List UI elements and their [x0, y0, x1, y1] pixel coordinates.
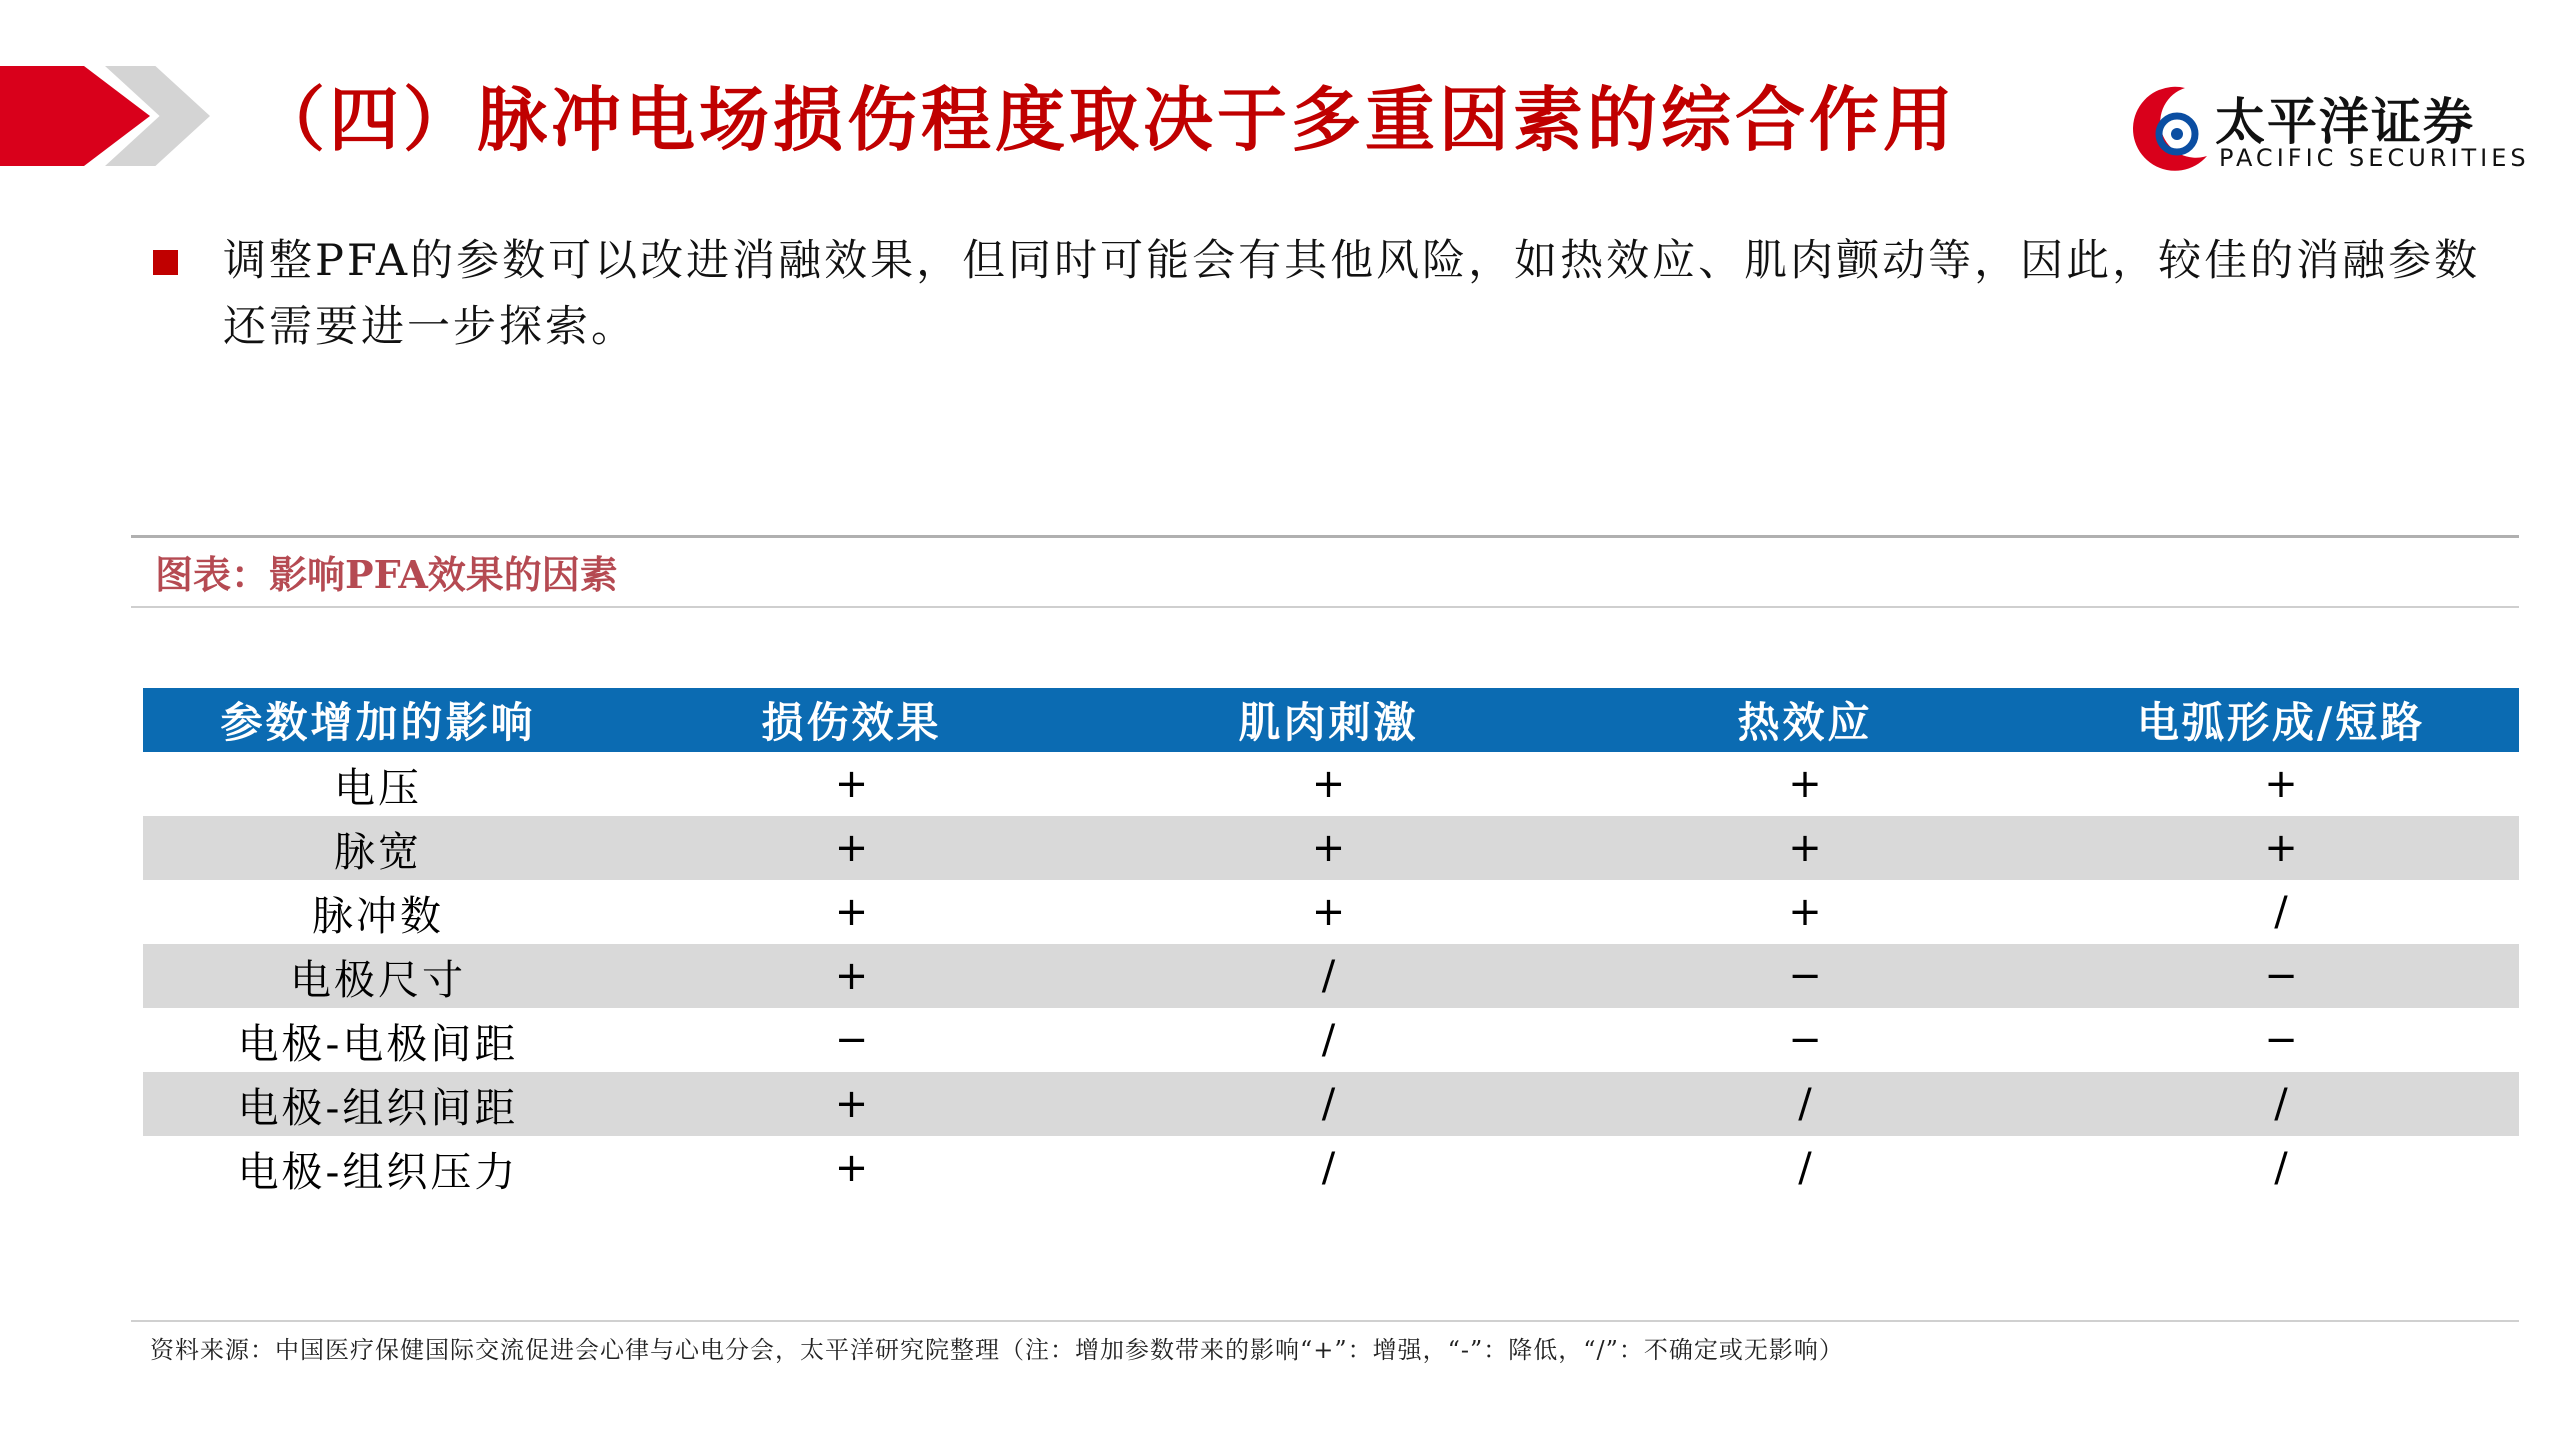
value-cell: /	[1090, 1072, 1567, 1136]
value-cell: −	[2043, 944, 2519, 1008]
figure-title: 图表：影响PFA效果的因素	[155, 552, 618, 597]
value-cell: +	[613, 944, 1090, 1008]
parameter-cell: 脉宽	[143, 816, 613, 880]
column-header-lesion-effect: 损伤效果	[613, 688, 1090, 752]
value-cell: +	[1090, 816, 1567, 880]
value-cell: +	[834, 1145, 869, 1191]
value-cell: −	[1567, 944, 2043, 1008]
column-header-arcing: 电弧形成/短路	[2043, 688, 2519, 752]
value-cell: +	[2264, 761, 2298, 807]
logo-name-en: PACIFIC SECURITIES	[2219, 144, 2530, 172]
page-title: （四）脉冲电场损伤程度取决于多重因素的综合作用	[255, 78, 1957, 161]
value-cell: /	[1321, 1145, 1336, 1191]
logo-name-cn: 太平洋证券	[2215, 93, 2475, 151]
value-cell: −	[834, 1017, 869, 1063]
parameter-cell: 电极尺寸	[143, 944, 613, 1008]
value-cell: +	[834, 761, 869, 807]
value-cell: /	[2274, 1145, 2288, 1191]
parameter-cell: 电极-电极间距	[237, 1019, 519, 1068]
parameter-cell: 电极-组织间距	[143, 1072, 613, 1136]
table-header-row	[143, 688, 2519, 752]
table-row	[143, 816, 2519, 880]
company-logo	[2125, 78, 2530, 178]
column-header-parameter: 参数增加的影响	[143, 688, 613, 752]
value-cell: /	[2043, 1072, 2519, 1136]
table-row	[143, 1136, 2519, 1200]
table-row	[143, 1008, 2519, 1072]
figure-top-divider	[131, 535, 2519, 538]
value-cell: +	[1788, 889, 1822, 935]
table-row	[143, 944, 2519, 1008]
value-cell: −	[1788, 1017, 1822, 1063]
source-note: 资料来源：中国医疗保健国际交流促进会心律与心电分会，太平洋研究院整理（注：增加参数带来的影响“+”：增强，“-”：降低，“/”：不确定或无影响）	[150, 1336, 1844, 1364]
value-cell: +	[613, 1072, 1090, 1136]
column-header-muscle-stimulation: 肌肉刺激	[1090, 688, 1567, 752]
value-cell: +	[1567, 816, 2043, 880]
square-bullet-icon	[153, 250, 178, 275]
bullet-paragraph: 调整PFA的参数可以改进消融效果，但同时可能会有其他风险，如热效应、肌肉颤动等，因此，较佳的消融参数还需要进一步探索。	[223, 236, 2481, 352]
value-cell: /	[1321, 1017, 1336, 1063]
value-cell: /	[2274, 889, 2288, 935]
value-cell: +	[2043, 816, 2519, 880]
parameter-cell: 电极-组织压力	[237, 1147, 519, 1196]
source-divider	[131, 1320, 2519, 1322]
table-row	[143, 752, 2519, 816]
value-cell: +	[1311, 761, 1346, 807]
value-cell: +	[1788, 761, 1822, 807]
parameter-cell: 电压	[334, 763, 422, 812]
factors-table	[143, 688, 2519, 1200]
value-cell: +	[613, 816, 1090, 880]
figure-title-divider	[131, 606, 2519, 608]
value-cell: +	[1311, 889, 1346, 935]
value-cell: /	[1567, 1072, 2043, 1136]
value-cell: +	[834, 889, 869, 935]
table-row	[143, 1072, 2519, 1136]
parameter-cell: 脉冲数	[312, 891, 444, 940]
value-cell: −	[2264, 1017, 2298, 1063]
column-header-thermal-effect: 热效应	[1567, 688, 2043, 752]
table-row	[143, 880, 2519, 944]
value-cell: /	[1798, 1145, 1812, 1191]
pacific-securities-logo-icon	[2125, 78, 2215, 178]
value-cell: /	[1090, 944, 1567, 1008]
